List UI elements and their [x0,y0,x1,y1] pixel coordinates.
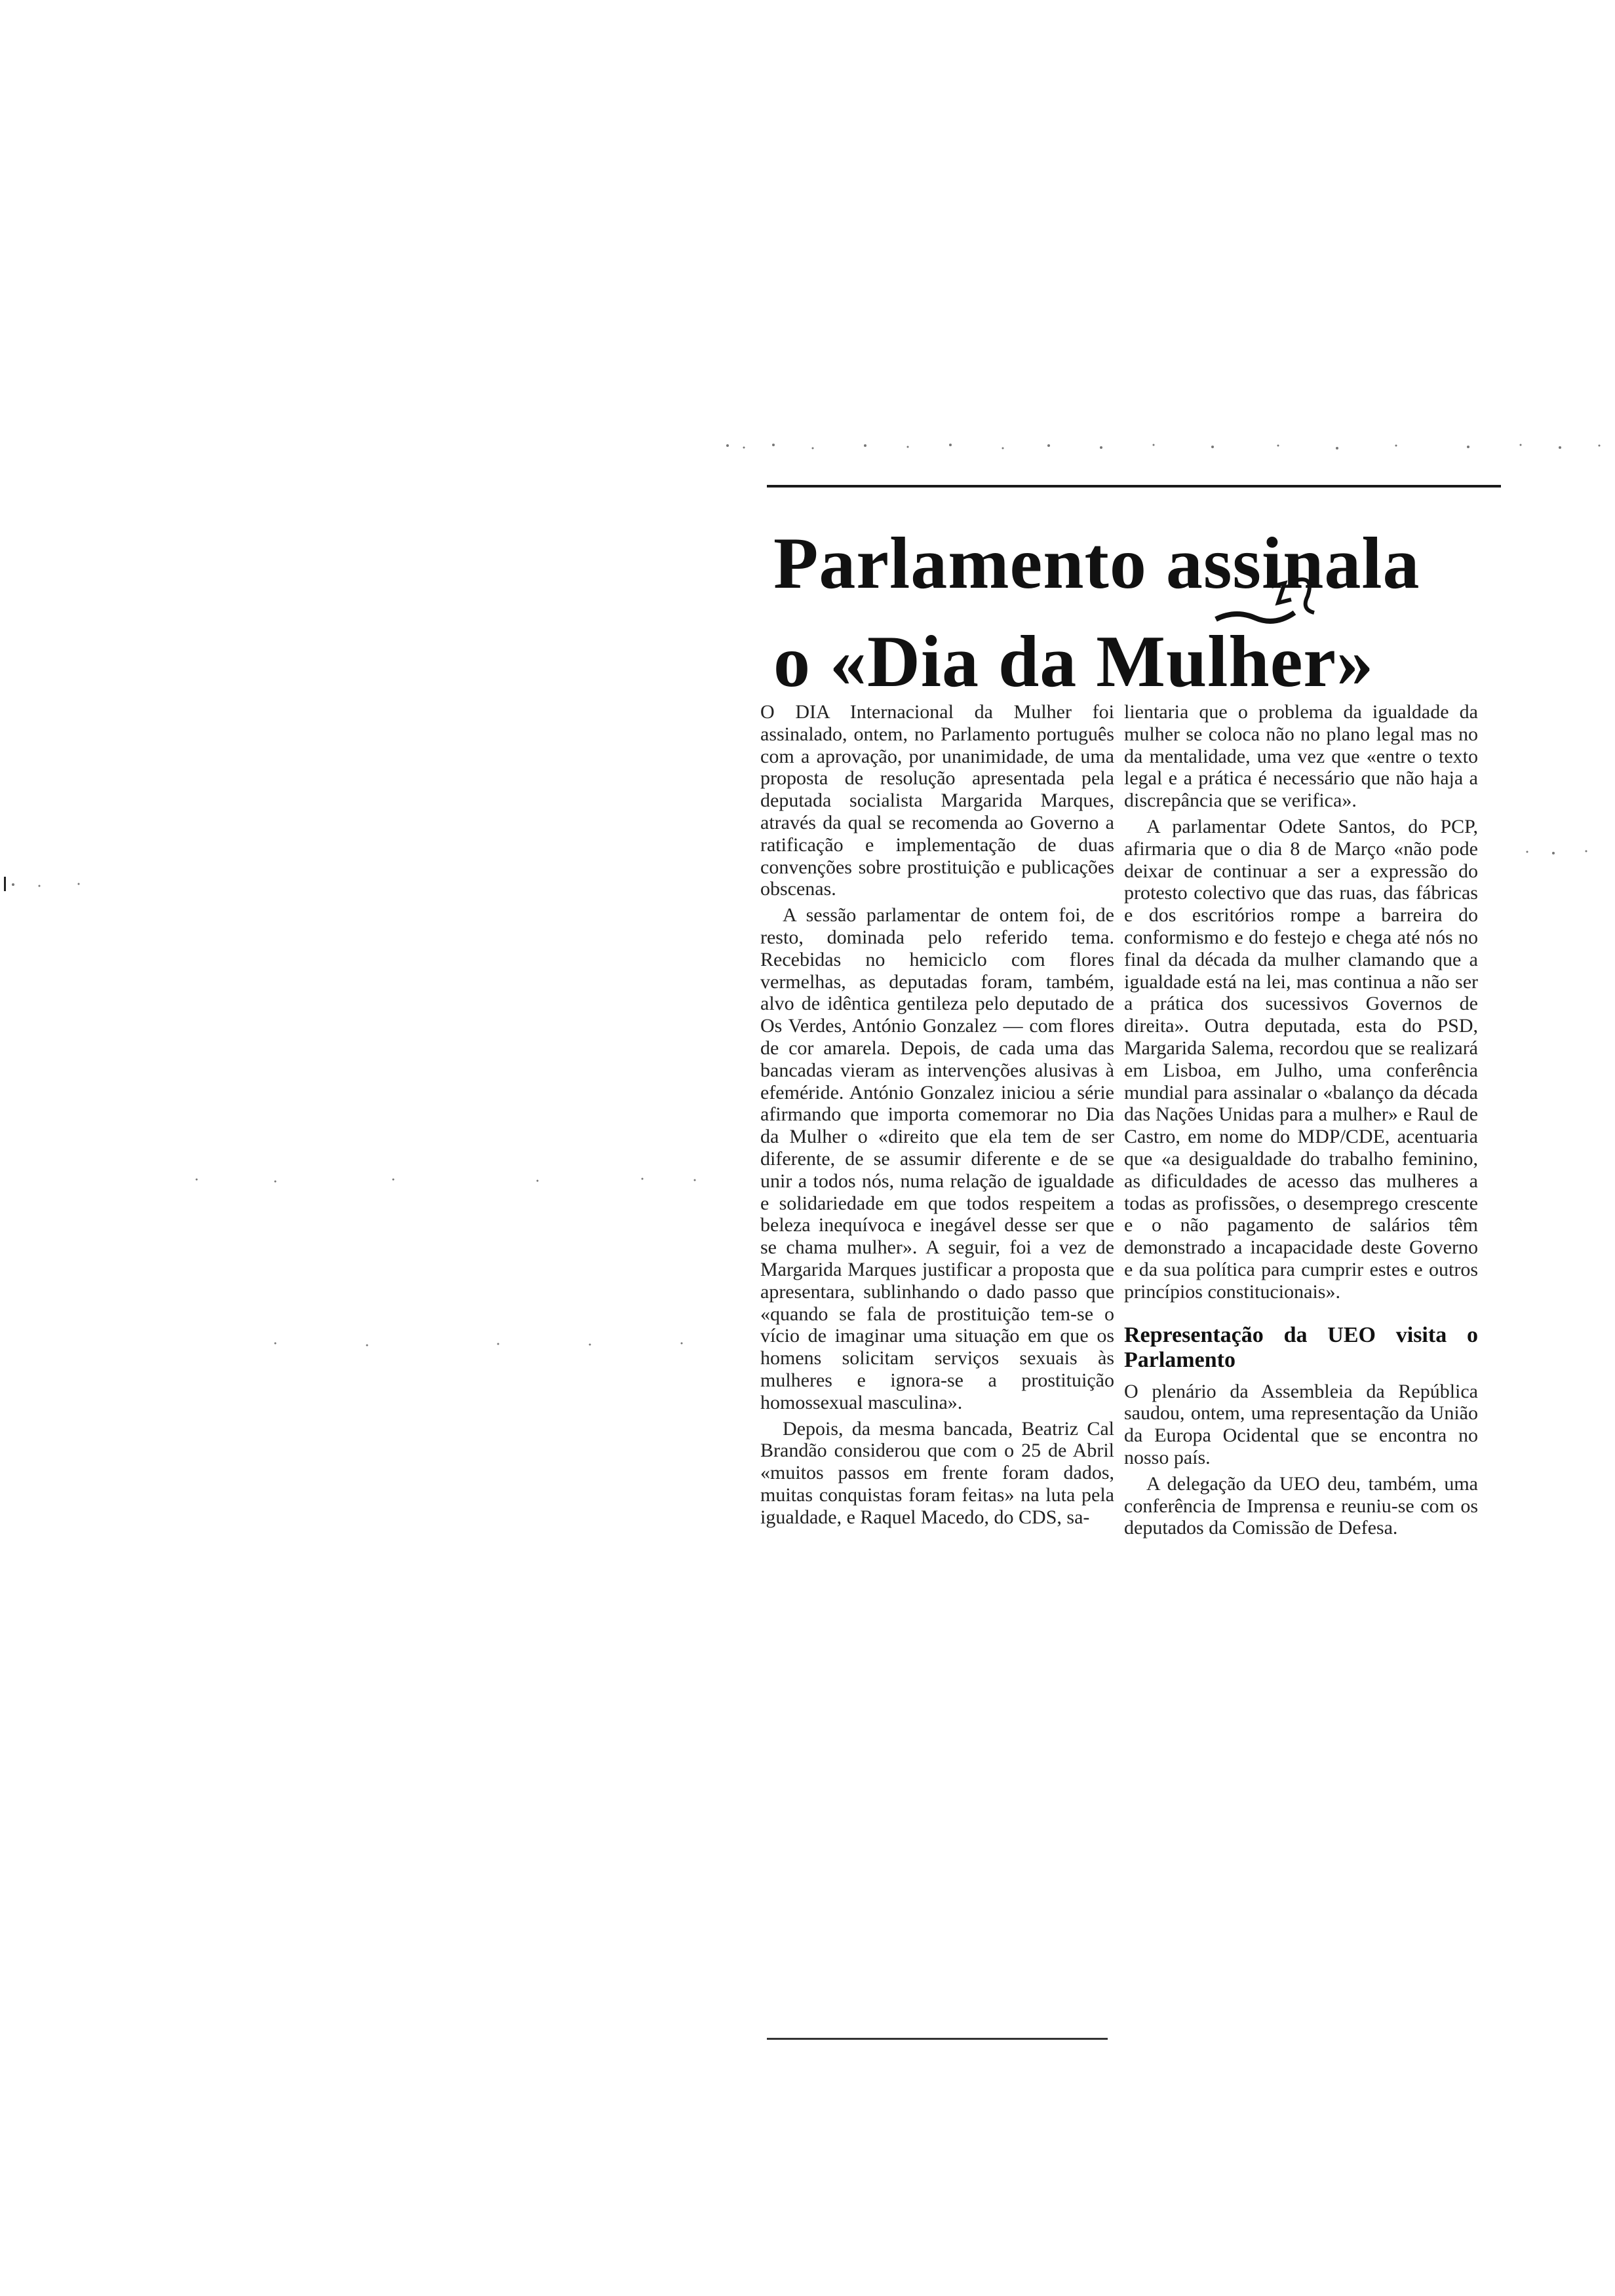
top-rule [767,485,1501,488]
paragraph: O DIA Internacional da Mulher foi assinalado, ontem, no Parlamento português com a aprovação, por unanimidade, de uma proposta de resolução apresentada pela deputada socialista Margarida Marques, através da qual se recomenda ao Governo a ratificação e implementação de duas convenções sobre prostituição e publicações obscenas. [760,701,1114,900]
headline [773,514,1494,711]
column-left [760,701,1114,1528]
paragraph: A delegação da UEO deu, também, uma conferência de Imprensa e reuniu-se com os deputados da Comissão de Defesa. [1124,1472,1478,1539]
column-right [1124,701,1478,1539]
paragraph: A parlamentar Odete Santos, do PCP, afirmaria que o dia 8 de Março «não pode deixar de continuar a ser a expressão do protesto colectivo que das ruas, das fábricas e dos escritórios rompe a barreira do conformismo e do festejo e chega até nós no final da década da mulher clamando que a igualdade está na lei, mas continua a não ser a prática dos sucessivos Governos de direita». Outra deputada, esta do PSD, Margarida Salema, recordou que se realizará em Lisboa, em Julho, uma conferência mundial para assinalar o «balanço da década das Nações Unidas para a mulher» e Raul de Castro, em nome do MDP/CDE, acentuaria que «a desigualdade do trabalho feminino, as dificuldades de acesso das mulheres a todas as profissões, o desemprego crescente e o não pagamento de salários têm demonstrado a incapacidade deste Governo e da sua política para cumprir estes e outros princípios constitucionais». [1124,815,1478,1303]
paragraph: A sessão parlamentar de ontem foi, de resto, dominada pelo referido tema. Recebidas no hemiciclo com flores vermelhas, as deputadas foram, também, alvo de idêntica gentileza pelo deputado de Os Verdes, António Gonzalez — com flores de cor amarela. Depois, de cada uma das bancadas vieram as intervenções alusivas à efeméride. António Gonzalez iniciou a série afirmando que importa comemorar no Dia da Mulher o «direito que ela tem de ser diferente, de se assumir diferente e de se unir a todos nós, numa relação de igualdade e solidariedade em que todos respeitem a beleza inequívoca e inegável desse ser que se chama mulher». A seguir, foi a vez de Margarida Marques justificar a proposta que apresentara, sublinhando o dado passo que «quando se fala de prostituição tem-se o vício de imaginar uma situação em que os homens solicitam serviços sexuais às mulheres e ignora-se a prostituição homossexual masculina». [760,904,1114,1413]
headline-line-2: o «Dia da Mulher» [773,621,1374,702]
paragraph: O plenário da Assembleia da República saudou, ontem, uma representação da União da Europa Ocidental que se encontra no nosso país. [1124,1380,1478,1468]
subheading: Representação da UEO visita o Parlamento [1124,1322,1478,1372]
paragraph: lientaria que o problema da igualdade da mulher se coloca não no plano legal mas no da mentalidade, uma vez que «entre o texto legal e a prática é necessário que não haja a discrepância que se verifica». [1124,701,1478,812]
paragraph: Depois, da mesma bancada, Beatriz Cal Brandão considerou que com o 25 de Abril «muitos passos em frente foram dados, muitas conquistas foram feitas» na luta pela igualdade, e Raquel Macedo, do CDS, sa- [760,1417,1114,1528]
handwritten-mark-icon [1209,573,1327,652]
newspaper-clipping [760,485,1508,2044]
bottom-rule [767,2038,1108,2040]
headline-line-1: Parlamento assinala [773,523,1420,604]
